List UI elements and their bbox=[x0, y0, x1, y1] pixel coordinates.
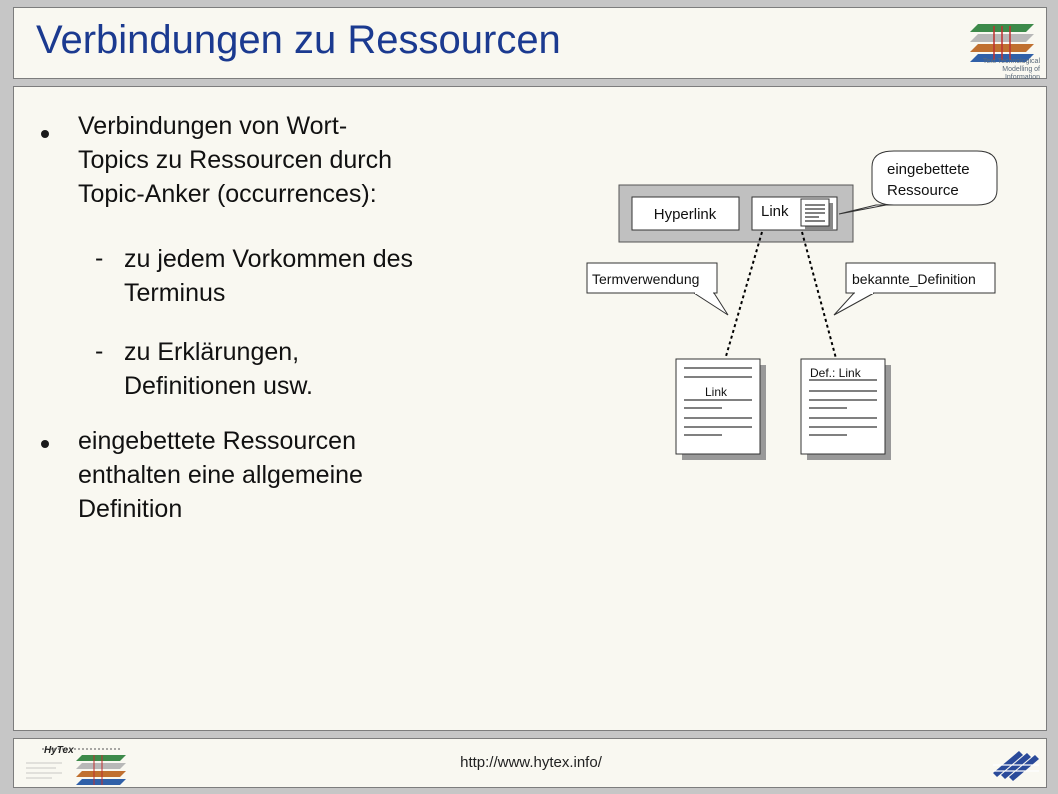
sub-item-2-line-1: zu Erklärungen, bbox=[124, 338, 300, 366]
footer-url[interactable]: http://www.hytex.info/ bbox=[460, 754, 602, 771]
document-2 bbox=[801, 359, 891, 460]
sub-item-dash: - bbox=[95, 244, 104, 272]
callout-definition-text: bekannte_Definition bbox=[852, 271, 976, 287]
document-1 bbox=[676, 359, 766, 460]
bullet-2-line-1: eingebettete Ressourcen bbox=[78, 427, 356, 455]
hyperlink-label: Hyperlink bbox=[653, 206, 717, 223]
sub-item-1-line-2: Terminus bbox=[124, 279, 226, 307]
bullet-1-line-3: Topic-Anker (occurrences): bbox=[78, 180, 377, 208]
logo-caption-line1: Text Technological bbox=[982, 58, 1040, 65]
content-area bbox=[13, 86, 1047, 731]
slide-title: Verbindungen zu Ressourcen bbox=[36, 18, 561, 62]
title-bar bbox=[13, 7, 1047, 79]
callout-embedded-line1: eingebettete bbox=[887, 161, 970, 178]
hytex-logo-text: HyTex bbox=[44, 745, 74, 756]
bullet-1-line-2: Topics zu Ressourcen durch bbox=[78, 146, 393, 174]
sub-item-dash: - bbox=[95, 337, 104, 365]
logo-caption-line2: Modelling of Information bbox=[1002, 66, 1040, 81]
document-1-label: Link bbox=[705, 385, 728, 399]
bullet-1-line-1: Verbindungen von Wort- bbox=[78, 112, 348, 140]
sub-item-2-line-2: Definitionen usw. bbox=[124, 372, 314, 400]
callout-embedded-resource bbox=[839, 151, 997, 214]
bullet-2-line-3: Definition bbox=[78, 495, 183, 523]
logo-caption bbox=[968, 58, 1040, 82]
bullet-2-line-2: enthalten eine allgemeine bbox=[78, 461, 363, 489]
document-2-label: Def.: Link bbox=[810, 366, 861, 380]
callout-embedded-line2: Ressource bbox=[887, 182, 959, 199]
university-logo-icon bbox=[989, 745, 1041, 783]
arrow-to-document-2 bbox=[802, 232, 841, 377]
callout-bekannte-definition bbox=[834, 263, 995, 315]
callout-termuse-text: Termverwendung bbox=[592, 271, 700, 287]
link-label: Link bbox=[761, 203, 789, 220]
sub-item-1-line-1: zu jedem Vorkommen des bbox=[124, 245, 414, 273]
callout-termverwendung bbox=[587, 263, 728, 315]
footer-bar bbox=[13, 738, 1047, 788]
resource-link-diagram bbox=[14, 87, 1046, 730]
arrow-to-document-1 bbox=[720, 232, 762, 377]
embedded-document-icon bbox=[801, 199, 833, 230]
